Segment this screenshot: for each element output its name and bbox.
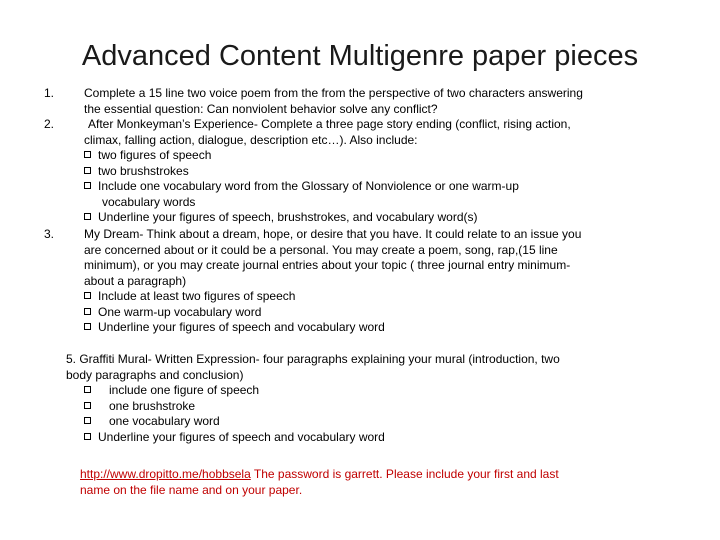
list-item: one brushstroke xyxy=(84,399,385,415)
item-1-line: Complete a 15 line two voice poem from the from the perspective of two characters answering xyxy=(84,86,583,100)
checkbox-bullet-icon xyxy=(84,402,91,409)
list-item-continuation: vocabulary words xyxy=(102,194,196,209)
item-number-1: 1. xyxy=(44,86,55,100)
list-item: two figures of speech xyxy=(84,148,519,164)
checkbox-bullet-icon xyxy=(84,417,91,424)
item-1 xyxy=(84,86,583,117)
footer-text: name on the file name and on your paper. xyxy=(80,482,303,497)
list-item: Include at least two figures of speech xyxy=(84,289,385,305)
item-3-bullets xyxy=(84,289,385,336)
footer-text: The password is garrett. Please include your first and last xyxy=(250,467,559,481)
footer-note xyxy=(80,467,559,498)
item-2 xyxy=(84,117,571,148)
list-item: Underline your figures of speech and vocabulary word xyxy=(84,320,385,336)
item-2-line: climax, falling action, dialogue, description etc…). Also include: xyxy=(84,132,418,147)
list-item: Include one vocabulary word from the Glossary of Nonviolence or one warm-up xyxy=(84,179,519,195)
list-item: one vocabulary word xyxy=(84,414,385,430)
item-5-line: body paragraphs and conclusion) xyxy=(66,367,244,382)
item-3-line: about a paragraph) xyxy=(84,273,187,288)
checkbox-bullet-icon xyxy=(84,151,91,158)
item-5-bullets xyxy=(84,383,385,445)
checkbox-bullet-icon xyxy=(84,308,91,315)
checkbox-bullet-icon xyxy=(84,323,91,330)
checkbox-bullet-icon xyxy=(84,213,91,220)
item-3 xyxy=(84,227,581,289)
footer-line xyxy=(80,467,559,483)
item-3-line: minimum), or you may create journal entries about your topic ( three journal entry minimum- xyxy=(84,258,571,273)
list-item: One warm-up vocabulary word xyxy=(84,305,385,321)
item-5-line: 5. Graffiti Mural- Written Expression- four paragraphs explaining your mural (introduction, two xyxy=(66,352,560,366)
checkbox-bullet-icon xyxy=(84,167,91,174)
list-item: include one figure of speech xyxy=(84,383,385,399)
item-3-line: My Dream- Think about a dream, hope, or desire that you have. It could relate to an issue you xyxy=(84,227,582,241)
item-number-2: 2. xyxy=(44,117,55,131)
page-title: Advanced Content Multigenre paper pieces xyxy=(81,40,639,72)
dropitto-link[interactable]: http://www.dropitto.me/hobbsela xyxy=(80,467,251,481)
item-2-line: After Monkeyman’s Experience- Complete a three page story ending (conflict, rising action, xyxy=(88,117,571,131)
checkbox-bullet-icon xyxy=(84,386,91,393)
item-1-line: the essential question: Can nonviolent behavior solve any conflict? xyxy=(84,101,438,116)
checkbox-bullet-icon xyxy=(84,292,91,299)
checkbox-bullet-icon xyxy=(84,182,91,189)
item-number-3: 3. xyxy=(44,227,55,241)
checkbox-bullet-icon xyxy=(84,433,91,440)
list-item: two brushstrokes xyxy=(84,164,519,180)
item-2-bullets xyxy=(84,148,519,226)
item-5 xyxy=(66,352,560,383)
item-3-line: are concerned about or it could be a personal. You may create a poem, song, rap,(15 line xyxy=(84,242,558,257)
list-item: Underline your figures of speech and vocabulary word xyxy=(84,430,385,446)
list-item: Underline your figures of speech, brushstrokes, and vocabulary word(s) xyxy=(84,210,519,226)
